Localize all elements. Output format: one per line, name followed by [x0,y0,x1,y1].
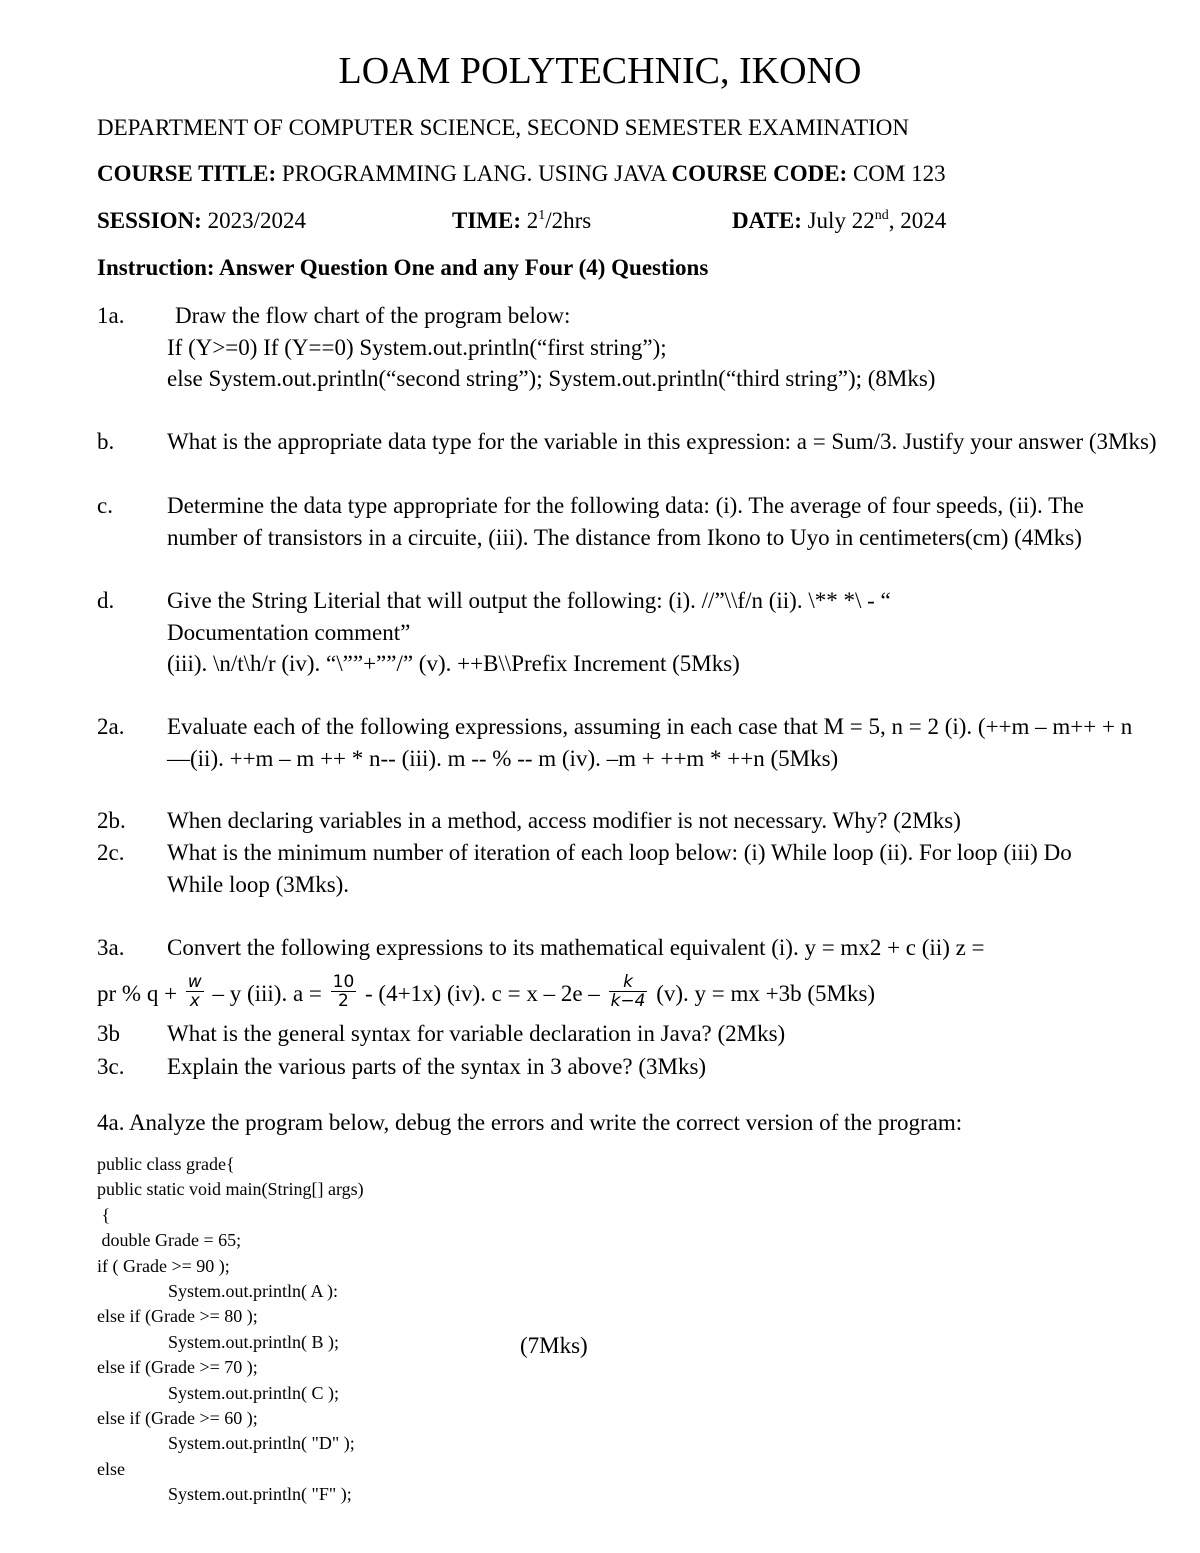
expression-text: - (4+1x) (iv). c = x – 2e – [365,980,600,1006]
question-number: d. [97,588,115,613]
question-text: Explain the various parts of the syntax in 3 above? (3Mks) [167,1054,707,1079]
question-number: c. [97,493,113,518]
question-4a: 4a. Analyze the program below, debug the errors and write the correct version of the program: [97,1110,963,1135]
time-whole: 2 [526,208,539,233]
question-text: Convert the following expressions to its mathematical equivalent (i). y = mx2 + c (ii) z = [167,935,985,960]
course-line [97,159,946,189]
course-title-label: COURSE TITLE: [97,161,277,186]
code-line: if ( Grade >= 90 ); [97,1255,230,1276]
code-line: If (Y>=0) If (Y==0) System.out.println(“first string”); [167,334,667,360]
date-sup: nd [874,208,889,223]
code-line: System.out.println( A ): [168,1280,339,1301]
date-line [732,206,946,236]
course-title: PROGRAMMING LANG. USING JAVA [281,161,666,186]
instruction-text: Instruction: Answer Question One and any Four (4) Questions [97,255,709,280]
fraction-numerator: 10 [332,972,355,992]
code-line: public class grade{ [97,1154,235,1174]
question-text: What is the appropriate data type for the variable in this expression: a = Sum/3. Justify your answer (3Mks) [167,429,1157,454]
session-value: 2023/2024 [207,208,306,233]
code-line: else System.out.println(“second string”); System.out.println(“third string”); (8Mks) [167,366,936,391]
question-text: Evaluate each of the following expressions, assuming in each case that M = 5, n = 2 (i). (++m – m++ + n—(ii). ++m – m ++ * n-- (iii). m -- % -- m (iv). –m + ++m * ++n (5Mks) [167,714,1133,771]
code-line: else if (Grade >= 70 ); [97,1357,258,1378]
question-text: Give the String Literial that will output the following: (i). //”\\f/n (ii). \** *\ - “ [167,588,891,613]
question-text: When declaring variables in a method, access modifier is not necessary. Why? (2Mks) [167,808,961,833]
institution-title: LOAM POLYTECHNIC, IKONO [338,50,862,92]
fraction-k-over-k-minus-4 [609,973,648,1010]
question-text: Determine the data type appropriate for the following data: (i). The average of four speeds, (ii). The number of transistors in a circuite, (iii). The distance from Ikono to Uyo in centimeters(cm) (4Mks) [167,493,1084,550]
question-3a-expression [97,972,876,1014]
question-number: 1a. [97,303,125,328]
fraction-w-over-x [186,973,204,1010]
question-number: 3c. [97,1054,125,1079]
code-line: { [97,1204,111,1225]
date-pre: July 22 [807,208,875,233]
time-sup: 1 [538,208,546,223]
question-text: Documentation comment” [167,619,411,645]
question-text: What is the minimum number of iteration of each loop below: (i) While loop (ii). For loop (iii) Do While loop (3Mks). [167,840,1072,897]
code-line: else if (Grade >= 60 ); [97,1407,258,1428]
time-label: TIME: [452,208,521,233]
question-number: 2c. [97,840,125,865]
time-rest: /2hrs [545,208,592,233]
question-number: 2b. [97,808,126,833]
fraction-numerator: k [609,973,648,992]
question-text: (iii). \n/t\h/r (iv). “\””+””/” (v). ++B\\Prefix Increment (5Mks) [167,651,740,676]
expression-text: (v). y = mx +3b (5Mks) [656,980,876,1006]
code-line: else if (Grade >= 80 ); [97,1306,258,1327]
code-listing [97,1152,364,1507]
question-number: 3b [97,1021,120,1046]
date-post: , 2024 [888,208,947,233]
date-label: DATE: [732,208,802,233]
session-line [97,206,306,236]
code-line: System.out.println( "D" ); [168,1433,355,1454]
department-line: DEPARTMENT OF COMPUTER SCIENCE, SECOND SEMESTER EXAMINATION [97,115,909,140]
session-label: SESSION: [97,208,202,233]
code-line: else [97,1458,125,1479]
question-text: Draw the flow chart of the program below: [175,303,571,328]
question-4a-marks: (7Mks) [520,1333,588,1358]
fraction-denominator: x [189,991,200,1011]
question-number: b. [97,429,115,454]
question-number: 3a. [97,935,125,960]
fraction-numerator: w [187,972,202,992]
instruction [97,253,708,283]
code-line: System.out.println( B ); [168,1331,339,1352]
code-line: double Grade = 65; [97,1230,242,1251]
code-line: System.out.println( "F" ); [168,1484,352,1505]
code-line: System.out.println( C ); [168,1382,339,1403]
expression-text: – y (iii). a = [212,980,322,1006]
fraction-denominator: 2 [338,991,349,1011]
time-line [452,206,591,236]
question-number: 2a. [97,714,125,739]
code-line: public static void main(String[] args) [97,1179,364,1200]
expression-text: pr % q + [97,980,178,1006]
course-code-label: COURSE CODE: [671,161,848,186]
question-text: What is the general syntax for variable declaration in Java? (2Mks) [167,1021,786,1046]
fraction-10-over-2 [331,973,357,1010]
course-code: COM 123 [852,161,946,186]
fraction-denominator: k−4 [610,991,646,1011]
